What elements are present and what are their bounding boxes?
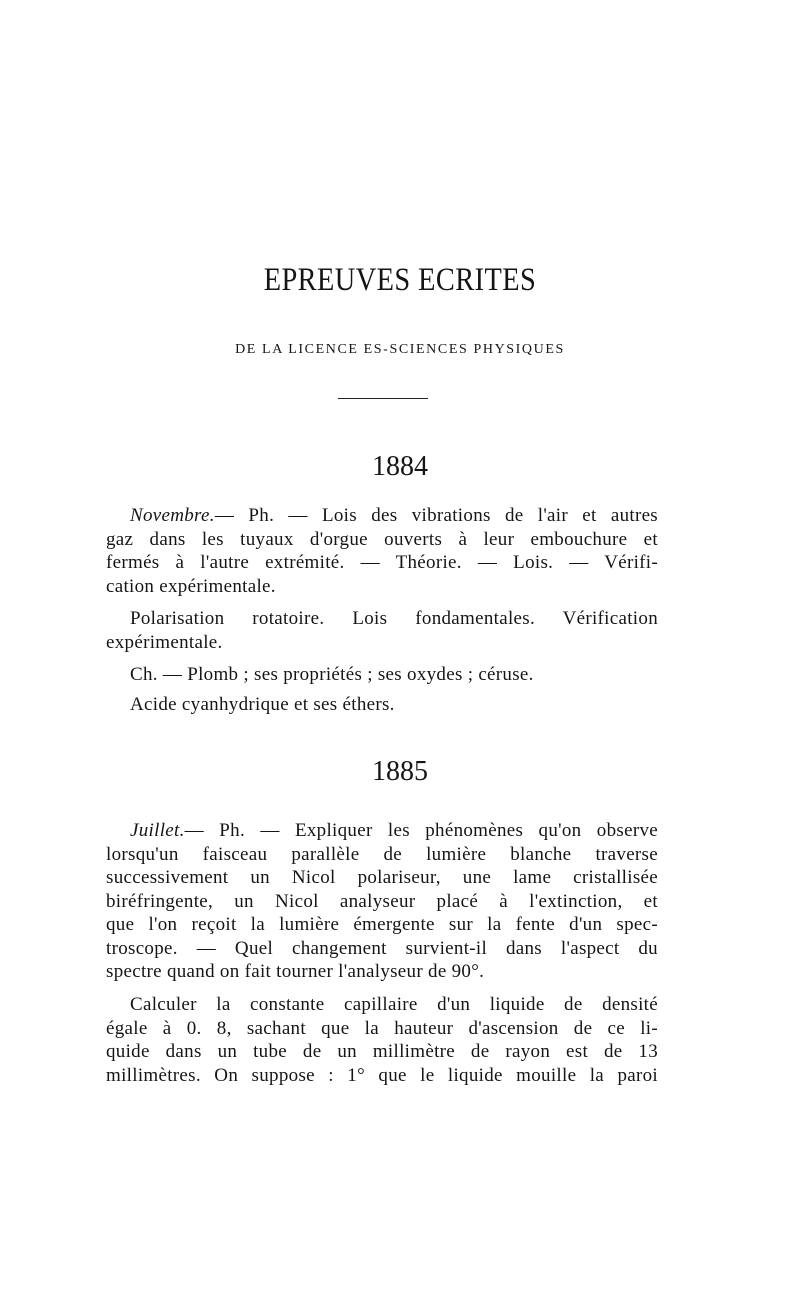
text-line: quide dans un tube de un millimètre de rayon est de 13 xyxy=(106,1041,658,1062)
year-heading-1884: 1884 xyxy=(372,451,428,482)
text-line: successivement un Nicol polariseur, une lame cristallisée xyxy=(106,867,658,888)
paragraph-1885-juillet xyxy=(106,819,658,984)
text-line: spectre quand on fait tourner l'analyseur de 90°. xyxy=(106,961,485,982)
text-line: biréfringente, un Nicol analyseur placé à l'extinction, et xyxy=(106,890,658,912)
text-line: troscope. — Quel changement survient-il dans l'aspect du xyxy=(106,937,658,959)
text-line: Acide cyanhydrique et ses éthers. xyxy=(130,694,395,715)
title-divider xyxy=(338,398,428,399)
paragraph-1884-acide xyxy=(106,693,658,717)
page-subtitle: DE LA LICENCE ES-SCIENCES PHYSIQUES xyxy=(235,342,565,357)
paragraph-1884-chimie xyxy=(106,663,658,687)
text-line: Polarisation rotatoire. Lois fondamentales. Vérification xyxy=(130,608,658,629)
text-line: que l'on reçoit la lumière émergente sur la fente d'un spec- xyxy=(106,914,658,935)
date-lead: Novembre. xyxy=(130,505,215,526)
paragraph-1885-capillaire xyxy=(106,993,658,1087)
text-line: millimètres. On suppose : 1° que le liquide mouille la paroi xyxy=(106,1064,658,1086)
text-line xyxy=(106,819,658,843)
page-title: EPREUVES ECRITES xyxy=(263,262,537,298)
date-lead: Juillet. xyxy=(130,820,185,841)
text-line: Calculer la constante capillaire d'un liquide de densité xyxy=(130,994,658,1015)
text-line: lorsqu'un faisceau parallèle de lumière blanche traverse xyxy=(106,843,658,865)
paragraph-1884-polarisation xyxy=(106,607,658,654)
text-line: Ch. — Plomb ; ses propriétés ; ses oxydes ; céruse. xyxy=(130,664,534,685)
text-line: gaz dans les tuyaux d'orgue ouverts à leur embouchure et xyxy=(106,528,658,550)
text-line xyxy=(106,504,658,528)
line-text: — Ph. — Expliquer les phénomènes qu'on observe xyxy=(184,820,658,841)
line-text: — Ph. — Lois des vibrations de l'air et autres xyxy=(214,505,658,526)
text-line: égale à 0. 8, sachant que la hauteur d'ascension de ce li- xyxy=(106,1017,658,1039)
text-line: fermés à l'autre extrémité. — Théorie. — Lois. — Vérifi- xyxy=(106,552,658,573)
text-line: expérimentale. xyxy=(106,631,223,653)
paragraph-1884-novembre xyxy=(106,504,658,598)
year-heading-1885: 1885 xyxy=(372,756,428,787)
text-line: cation expérimentale. xyxy=(106,575,276,597)
